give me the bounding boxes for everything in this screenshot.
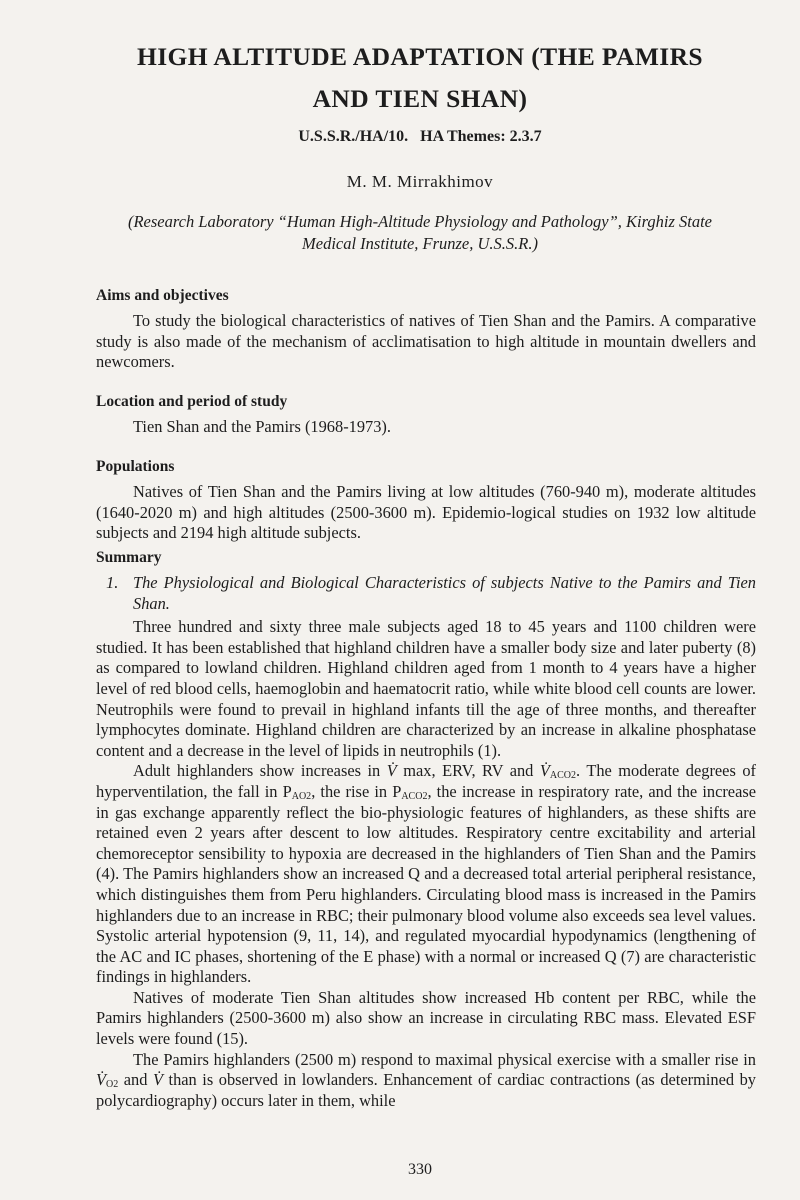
v-dot-symbol: V̇ [539, 761, 550, 781]
populations-text: Natives of Tien Shan and the Pamirs living at low altitudes (760-940 m), moderate altitudes (1640-2020 m) and high altitudes (2500-3600 m). Epidemio-logical studies on 1932 low altitude subjects and 2194 high altitude subjects. [96, 482, 756, 543]
summary-paragraph-2 [96, 761, 756, 988]
text-run: , the rise in P [311, 781, 402, 801]
subscript: AO2 [291, 790, 312, 802]
summary-paragraph-4 [96, 1050, 756, 1112]
text-run: The Pamirs highlanders (2500 m) respond to maximal physical exercise with a smaller rise in [133, 1049, 756, 1069]
subheading-title: The Physiological and Biological Characteristics of subjects Native to the Pamirs and Tien Shan. [133, 573, 756, 613]
title-line-1: HIGH ALTITUDE ADAPTATION (THE PAMIRS [136, 42, 704, 71]
aims-section [96, 286, 756, 373]
text-run: and [118, 1070, 153, 1090]
text-run: , the increase in respiratory rate, and the increase in gas exchange apparently reflect the bio-physiologic features of highlanders, as these shifts are retained even 2 years after descent to low altitudes. Respiratory centre excitability and arterial chemoreceptor sensibility to hypoxia are decreased in the highlanders of Tien Shan and the Pamirs (4). The Pamirs highlanders show an increased Q and a decreased total arterial peripheral resistance, which distinguishes them from Peru highlanders. Circulating blood mass is increased in the Pamirs highlanders due to an increase in RBC; their pulmonary blood volume also exceeds sea level values. Systolic arterial hypotension (9, 11, 14), and regulated myocardial hypodynamics (lengthening of the AC and IC phases, shortening of the E phase) with a normal or increased Q (7) are characteristic findings in highlanders. [96, 781, 757, 987]
location-text: Tien Shan and the Pamirs (1968-1973). [133, 417, 391, 436]
aims-heading: Aims and objectives [96, 287, 229, 304]
summary-section [96, 548, 756, 1111]
v-dot-symbol: V̇ [96, 1070, 107, 1090]
author-affiliation: (Research Laboratory “Human High-Altitude Physiology and Pathology”, Kirghiz State Medical Institute, Frunze, U.S.S.R.) [127, 212, 713, 253]
text-run: . The moderate degrees of hyperventilation, the fall in P [96, 761, 756, 801]
document-title [100, 36, 740, 120]
text-run: than is observed in lowlanders. Enhancement of cardiac contractions (as determined by polycardiography) occurs later in them, while [96, 1070, 756, 1110]
aims-text: To study the biological characteristics of natives of Tien Shan and the Pamirs. A comparative study is also made of the mechanism of acclimatisation to high altitude in mountain dwellers and newcomers. [96, 311, 756, 372]
reference-line: U.S.S.R./HA/10. HA Themes: 2.3.7 [298, 128, 542, 145]
populations-section [96, 457, 756, 544]
subscript: O2 [106, 1079, 119, 1091]
location-heading: Location and period of study [96, 393, 288, 410]
text-run: Adult highlanders show increases in [133, 761, 387, 781]
title-line-2: AND TIEN SHAN) [312, 84, 528, 113]
summary-subheading [96, 573, 756, 614]
v-dot-symbol: V̇ [152, 1070, 163, 1090]
subheading-number: 1. [106, 573, 119, 592]
summary-heading: Summary [96, 549, 162, 566]
text-run: max, ERV, RV and [396, 761, 540, 781]
page-number: 330 [408, 1161, 432, 1178]
v-dot-symbol: V̇ [386, 761, 397, 781]
summary-paragraph-3: Natives of moderate Tien Shan altitudes show increased Hb content per RBC, while the Pamirs highlanders (2500-3600 m) also show an increase in circulating RBC mass. Elevated ESF levels were found (15). [96, 987, 756, 1049]
author-name: M. M. Mirrakhimov [346, 172, 494, 191]
subscript: ACO2 [401, 790, 428, 802]
summary-paragraph-1: Three hundred and sixty three male subjects aged 18 to 45 years and 1100 children were studied. It has been established that highland children have a smaller body size and later puberty (8) as compared to lowland children. Highland children aged from 1 month to 4 years have a higher level of red blood cells, haemoglobin and haematocrit ratio, while white blood cell counts are lower. Neutrophils were found to prevail in highland infants till the age of three months, and thereafter lymphocytes dominate. Highland children are characterized by an increase in alkaline phosphatase content and a decrease in the level of lipids in neutrophils (1). [96, 617, 756, 760]
subscript: ACO2 [549, 770, 577, 782]
populations-heading: Populations [96, 458, 175, 475]
location-section [96, 392, 756, 438]
